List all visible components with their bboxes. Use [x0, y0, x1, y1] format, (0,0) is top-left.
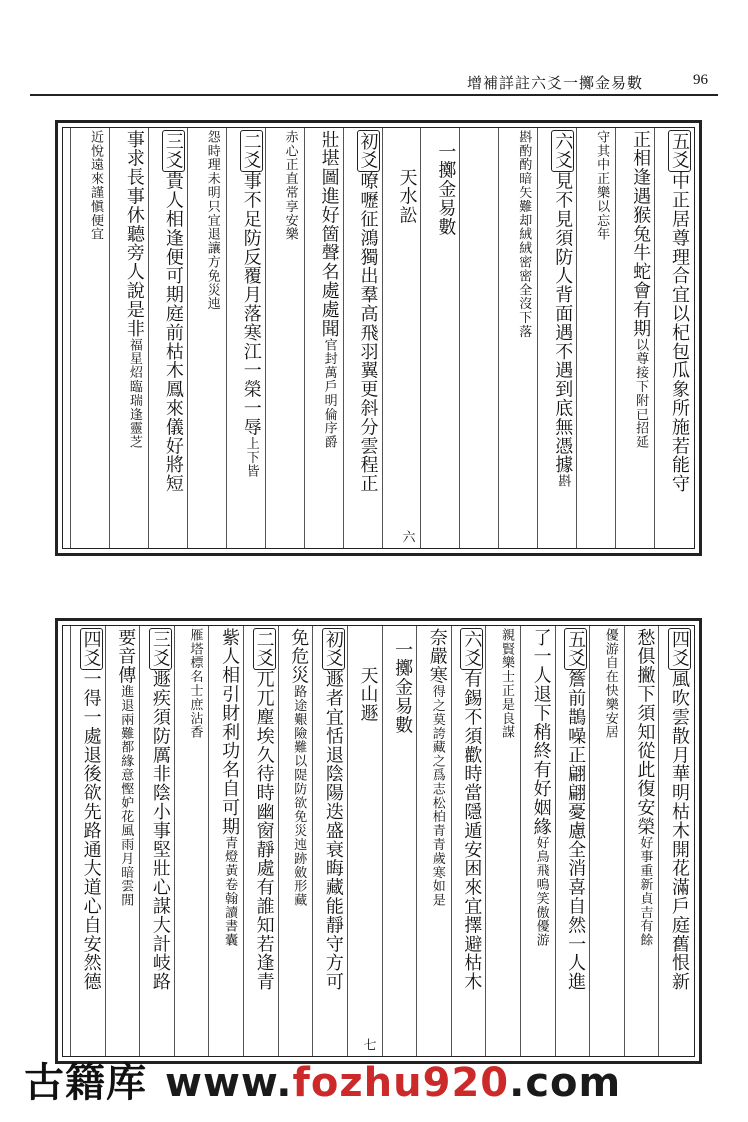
upper-page-frame — [55, 120, 702, 556]
text-column — [459, 128, 499, 548]
line-label: 四爻 — [80, 630, 102, 668]
main-text: 天山遯 — [357, 666, 379, 723]
text-column — [382, 626, 418, 1056]
main-text: 奈嚴寒 — [426, 628, 448, 685]
main-text: 風吹雲散月華明枯木開花滿戶庭舊恨新 — [669, 669, 690, 992]
main-text: 了一人退下稍終有好姻緣 — [530, 628, 552, 836]
commentary-text: 路途艱險難以隄防欲免災迍跡斂形藏 — [291, 684, 307, 908]
main-text: 壯堪圖進好箇聲名處處聞 — [318, 130, 340, 338]
main-text: 見不見須防人背面遇不遇到底無憑據 — [552, 171, 574, 475]
line-label: 六爻 — [552, 132, 574, 170]
text-column — [208, 626, 244, 1056]
line-label: 初爻 — [357, 132, 379, 170]
line-label: 六爻 — [461, 630, 483, 668]
commentary-text: 福星炤臨瑞逢靈芝 — [126, 337, 142, 450]
watermark — [24, 1051, 621, 1108]
commentary-text: 好事重新貞吉有餘 — [637, 835, 653, 948]
text-column — [105, 626, 141, 1056]
main-text: 正相逢遇猴兔牛蛇會有期 — [630, 130, 652, 338]
line-label: 二爻 — [240, 132, 262, 170]
text-column — [485, 626, 521, 1056]
text-column — [278, 626, 314, 1056]
main-text: 事求長事休聽旁人說是非 — [123, 130, 145, 338]
running-title: 增補詳註六爻一擲金易數 — [466, 74, 643, 92]
text-column — [658, 626, 694, 1056]
line-label: 三爻 — [162, 132, 184, 170]
commentary-text: 雁塔標名士庶沾香 — [187, 628, 203, 740]
commentary-text: 好鳥飛鳴笑傲優游 — [533, 835, 549, 948]
main-text: 兀兀塵埃久待時幽窗靜處有誰知若逢青 — [253, 669, 275, 992]
main-text: 中正居尊理合宜以杞包瓜象所施若能守 — [669, 171, 690, 494]
text-column — [382, 128, 422, 548]
text-column — [70, 626, 106, 1056]
main-text: 一得一處退後欲先路通大道心自安然德 — [80, 669, 102, 992]
line-label: 五爻 — [565, 630, 587, 668]
text-column — [624, 626, 660, 1056]
commentary-text: 優游自在快樂安居 — [602, 628, 618, 740]
text-column — [589, 626, 625, 1056]
text-column — [187, 128, 227, 548]
text-column — [451, 626, 487, 1056]
commentary-text: 以尊接下附已招延 — [633, 337, 649, 450]
main-text: 天水訟 — [396, 168, 418, 225]
line-label: 五爻 — [669, 132, 690, 170]
text-column — [498, 128, 538, 548]
main-text: 事不足防反覆月落寒江一榮一辱 — [240, 171, 262, 437]
main-text: 遯疾須防厲非陰小事堅壯心謀大計岐路 — [149, 669, 171, 992]
commentary-text: 親賢樂士正是良謀 — [498, 628, 514, 740]
line-label: 三爻 — [149, 630, 171, 668]
folio-number: 六 — [399, 530, 415, 544]
page-number: 96 — [693, 72, 708, 88]
main-text: 一擲金易數 — [392, 640, 414, 735]
watermark-brand: 古籍库 — [24, 1060, 147, 1106]
main-text: 嘹嚦征鴻獨出羣高飛羽翼更斜分雲程正 — [357, 171, 379, 494]
lower-page-frame — [55, 618, 702, 1064]
text-column — [555, 626, 591, 1056]
text-column — [148, 128, 188, 548]
line-label: 初爻 — [322, 630, 344, 668]
text-column — [139, 626, 175, 1056]
commentary-text: 斟酌酌暗矢難却絨絨密密全沒下落 — [516, 130, 532, 339]
text-column — [537, 128, 577, 548]
folio-number: 七 — [360, 1038, 376, 1052]
main-text: 紫人相引財利功名自可期 — [219, 628, 241, 836]
running-header — [30, 66, 718, 96]
text-column — [70, 128, 110, 548]
commentary-text: 上下皆 — [243, 436, 259, 479]
text-column — [654, 128, 694, 548]
text-column — [226, 128, 266, 548]
text-column — [243, 626, 279, 1056]
watermark-url-highlight: fozhu920 — [292, 1060, 510, 1106]
commentary-text: 守其中正樂以忘年 — [594, 130, 610, 242]
text-column — [615, 128, 655, 548]
main-text: 簷前鵲噪正翩翩憂慮全消喜自然一人進 — [565, 669, 587, 992]
line-label: 二爻 — [253, 630, 275, 668]
commentary-text: 青燈黃卷翰讀書囊 — [222, 835, 238, 948]
commentary-text: 得之莫誇藏之爲志松柏青青歲寒如是 — [429, 684, 445, 908]
text-column — [304, 128, 344, 548]
main-text: 愁俱撇下須知從此復安榮 — [634, 628, 656, 836]
commentary-text: 赤心正直常享安樂 — [282, 130, 298, 242]
text-column — [416, 626, 452, 1056]
main-text: 要音傳 — [115, 628, 137, 685]
watermark-url-suffix: .com — [509, 1060, 622, 1106]
commentary-text: 怨時理未明只宜退讓方免災迍 — [204, 130, 220, 311]
text-column — [265, 128, 305, 548]
main-text: 貴人相逢便可期庭前枯木鳳來儀好將短 — [162, 171, 184, 494]
text-column — [109, 128, 149, 548]
main-text: 有錫不須歡時當隱遁安困來宜擇避枯木 — [461, 669, 483, 992]
text-column — [520, 626, 556, 1056]
text-column — [174, 626, 210, 1056]
main-text: 免危災 — [288, 628, 310, 685]
main-text: 一擲金易數 — [435, 142, 457, 237]
text-column — [347, 626, 383, 1056]
text-column — [312, 626, 348, 1056]
commentary-text: 進退兩難都緣意慳妒花風雨月暗雲閒 — [118, 684, 134, 908]
main-text: 遯者宜恬退陰陽迭盛衰晦藏能靜守方可 — [322, 669, 344, 992]
watermark-url-prefix: www. — [165, 1060, 293, 1106]
text-column — [576, 128, 616, 548]
commentary-text: 斟 — [555, 474, 571, 489]
text-column — [420, 128, 460, 548]
text-column — [343, 128, 383, 548]
commentary-text: 近悅遠來謹愼便宜 — [87, 130, 103, 242]
commentary-text: 官封萬戶明倫序爵 — [321, 337, 337, 450]
line-label: 四爻 — [669, 630, 690, 668]
